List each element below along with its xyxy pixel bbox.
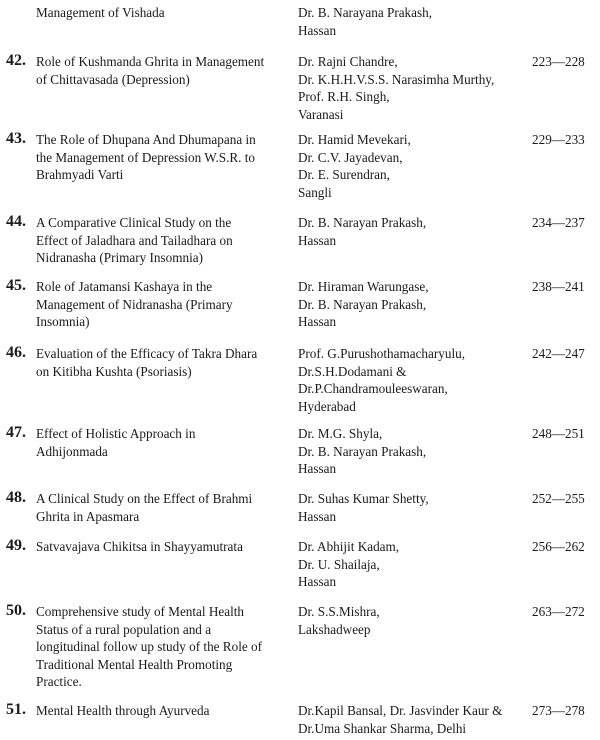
- entry-authors: Dr. B. Narayan Prakash, Hassan: [298, 215, 427, 248]
- entry-number: 42.: [6, 52, 26, 69]
- entry-number: 45.: [6, 277, 26, 294]
- entry-authors: Prof. G.Purushothamacharyulu, Dr.S.H.Dodamani & Dr.P.Chandramouleeswaran, Hyderabad: [298, 346, 466, 414]
- entry-title: Evaluation of the Efficacy of Takra Dhara on Kitibha Kushta (Psoriasis): [36, 346, 258, 379]
- entry-authors: Dr. M.G. Shyla, Dr. B. Narayan Prakash, Hassan: [298, 426, 427, 476]
- entry-title: Satvavajava Chikitsa in Shayyamutrata: [36, 539, 243, 554]
- entry-pages: 273—278: [532, 703, 585, 718]
- entry-number: 49.: [6, 537, 26, 554]
- entry-title: The Role of Dhupana And Dhumapana in the Management of Depression W.S.R. to Brahmyadi Varti: [36, 132, 256, 182]
- entry-number: 43.: [6, 130, 26, 147]
- entry-title: Comprehensive study of Mental Health Status of a rural population and a longitudinal follow up study of the Role of Traditional Mental Health Promoting Practice.: [36, 604, 262, 689]
- entry-number: 50.: [6, 602, 26, 619]
- entry-number: 48.: [6, 489, 26, 506]
- entry-authors: Dr. Abhijit Kadam, Dr. U. Shailaja, Hassan: [298, 539, 400, 589]
- entry-authors: Dr.Kapil Bansal, Dr. Jasvinder Kaur & Dr.Uma Shankar Sharma, Delhi: [298, 703, 503, 736]
- entry-authors: Dr. Hiraman Warungase, Dr. B. Narayan Prakash, Hassan: [298, 279, 429, 329]
- entry-title: Mental Health through Ayurveda: [36, 703, 210, 718]
- entry-pages: 229—233: [532, 132, 585, 147]
- entry-title: Effect of Holistic Approach in Adhijonmada: [36, 426, 196, 459]
- entry-number: 46.: [6, 344, 26, 361]
- entry-title: A Clinical Study on the Effect of Brahmi Ghrita in Apasmara: [36, 491, 253, 524]
- entry-pages: 238—241: [532, 279, 585, 294]
- entry-authors: Dr. Suhas Kumar Shetty, Hassan: [298, 491, 429, 524]
- entry-title: Management of Vishada: [36, 5, 165, 20]
- entry-pages: 263—272: [532, 604, 585, 619]
- entry-authors: Dr. B. Narayana Prakash, Hassan: [298, 5, 433, 38]
- entry-authors: Dr. Rajni Chandre, Dr. K.H.H.V.S.S. Narasimha Murthy, Prof. R.H. Singh, Varanasi: [298, 54, 495, 122]
- entry-title: Role of Kushmanda Ghrita in Management of Chittavasada (Depression): [36, 54, 265, 87]
- entry-pages: 256—262: [532, 539, 585, 554]
- entry-authors: Dr. Hamid Mevekari, Dr. C.V. Jayadevan, Dr. E. Surendran, Sangli: [298, 132, 411, 200]
- entry-number: 51.: [6, 701, 26, 718]
- entry-pages: 223—228: [532, 54, 585, 69]
- entry-pages: 242—247: [532, 346, 585, 361]
- entry-title: Role of Jatamansi Kashaya in the Management of Nidranasha (Primary Insomnia): [36, 279, 233, 329]
- entry-number: 44.: [6, 213, 26, 230]
- entry-title: A Comparative Clinical Study on the Effect of Jaladhara and Tailadhara on Nidranasha (Primary Insomnia): [36, 215, 233, 265]
- entry-pages: 234—237: [532, 215, 585, 230]
- entry-pages: 252—255: [532, 491, 585, 506]
- entry-authors: Dr. S.S.Mishra, Lakshadweep: [298, 604, 380, 637]
- entry-number: 47.: [6, 424, 26, 441]
- entry-pages: 248—251: [532, 426, 585, 441]
